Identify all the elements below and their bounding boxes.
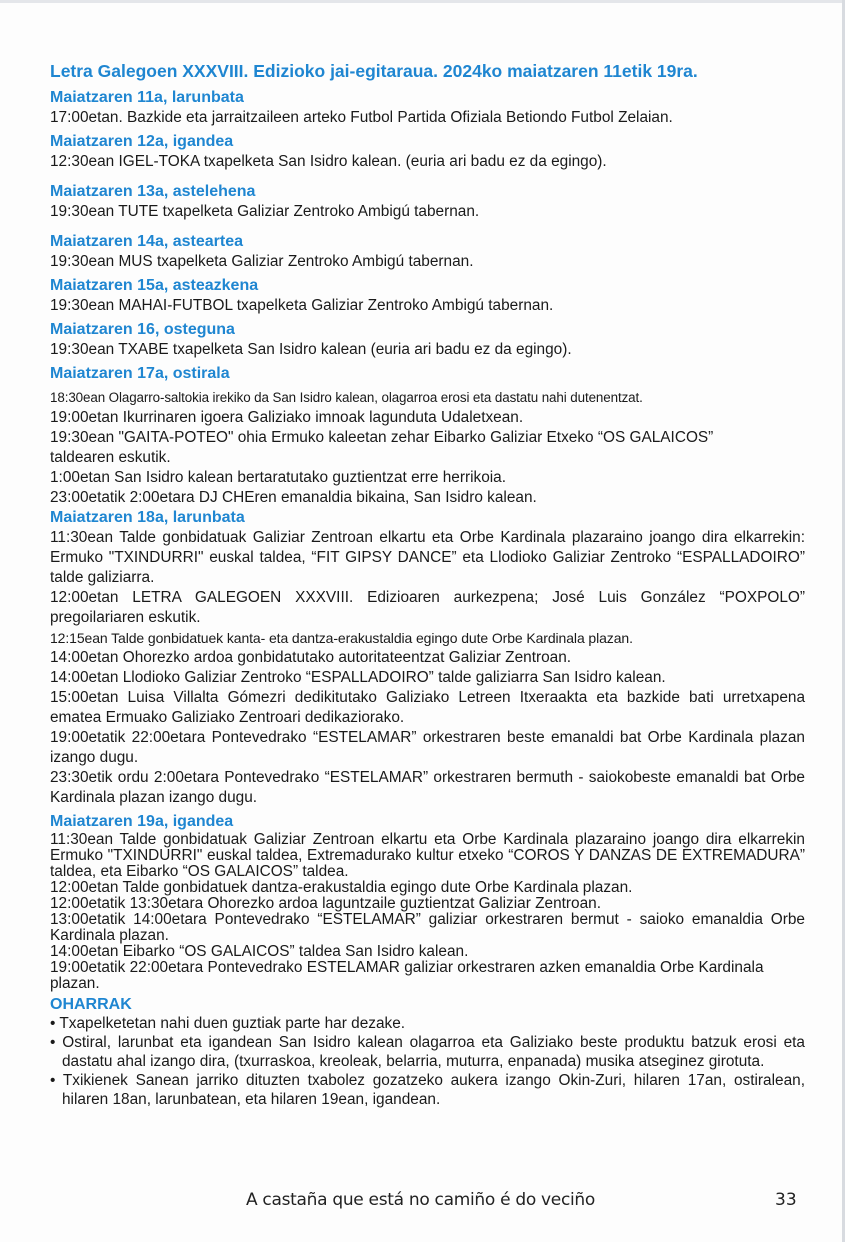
note-item: • Ostiral, larunbat eta igandean San Isidro kalean olagarroa eta Galiziako beste produktu batzuk erosi eta dastatu ahal izango dira, (txurraskoa, kreoleak, belarria, muturra, enpanada) musika atseginez girotuta.: [50, 1034, 805, 1070]
page-number: 33: [775, 1190, 797, 1210]
event-line: 13:00etatik 14:00etara Pontevedrako “ESTELAMAR” galiziar orkestraren bermut - saioko emanaldia Orbe Kardinala plazan.: [50, 911, 805, 944]
event-line: 14:00etan Eibarko “OS GALAICOS” taldea San Isidro kalean.: [50, 943, 469, 960]
event-line: 15:00etan Luisa Villalta Gómezri dedikitutako Galiziako Letreen Itxeraakta eta bazkide bati urretxapena ematea Ermuako Galiziako Zentroari dedikaziorako.: [50, 689, 805, 726]
day-heading: Maiatzaren 15a, asteazkena: [50, 277, 259, 294]
event-line: 19:30ean TXABE txapelketa San Isidro kalean (euria ari badu ez da egingo).: [50, 341, 572, 358]
event-line: 19:30ean MAHAI-FUTBOL txapelketa Galiziar Zentroko Ambigú tabernan.: [50, 297, 554, 314]
event-line: 17:00etan. Bazkide eta jarraitzaileen arteko Futbol Partida Ofiziala Betiondo Futbol Zelaian.: [50, 109, 673, 126]
event-line: 11:30ean Talde gonbidatuak Galiziar Zentroan elkartu eta Orbe Kardinala plazaraino joango dira elkarrekin Ermuko "TXINDURRI" euskal taldea, Extremadurako kultur etxeko “COROS Y DANZAS DE EXTREMADURA” taldea, eta Eibarko “OS GALAICOS” taldea.: [50, 831, 805, 880]
event-line: 19:00etan Ikurrinaren igoera Galiziako imnoak lagunduta Udaletxean.: [50, 409, 524, 426]
day-heading: Maiatzaren 13a, astelehena: [50, 183, 256, 200]
event-line: 19:00etatik 22:00etara Pontevedrako ESTELAMAR galiziar orkestraren azken emanaldia Orbe Kardinala plazan.: [50, 959, 764, 992]
event-line: 1:00etan San Isidro kalean bertaratutako guztientzat erre herrikoia.: [50, 469, 507, 486]
event-line: 19:30ean MUS txapelketa Galiziar Zentroko Ambigú tabernan.: [50, 253, 474, 270]
note-item: • Txapelketetan nahi duen guztiak parte har dezake.: [50, 1015, 406, 1032]
day-heading: Maiatzaren 12a, igandea: [50, 133, 234, 150]
event-line: 19:00etatik 22:00etara Pontevedrako “ESTELAMAR” orkestraren beste emanaldi bat Orbe Kardinala plazan izango dugu.: [50, 729, 805, 766]
day-heading: Maiatzaren 14a, asteartea: [50, 233, 243, 250]
day-heading: Maiatzaren 17a, ostirala: [50, 365, 230, 382]
event-line: 18:30ean Olagarro-saltokia irekiko da San Isidro kalean, olagarroa erosi eta dastatu nahi dutenentzat.: [50, 390, 643, 405]
event-line: 12:30ean IGEL-TOKA txapelketa San Isidro kalean. (euria ari badu ez da egingo).: [50, 153, 607, 170]
day-heading: Maiatzaren 11a, larunbata: [50, 89, 244, 106]
day-heading: Maiatzaren 19a, igandea: [50, 813, 234, 830]
page-edge-top: [0, 0, 845, 3]
day-heading: Maiatzaren 18a, larunbata: [50, 509, 245, 526]
page-footer: [0, 1190, 845, 1214]
event-line: 14:00etan Llodioko Galiziar Zentroko “ESPALLADOIRO” talde galiziarra San Isidro kalean.: [50, 669, 666, 686]
program-content: [50, 60, 805, 1109]
note-item: • Txikienek Sanean jarriko dituzten txabolez gozatzeko aukera izango Okin-Zuri, hilaren 17an, ostiralean, hilaren 18an, larunbatean, eta hilaren 19ean, igandean.: [50, 1072, 805, 1108]
event-line: 23:00etatik 2:00etara DJ CHEren emanaldia bikaina, San Isidro kalean.: [50, 489, 537, 506]
event-line: 19:30ean "GAITA-POTEO" ohia Ermuko kaleetan zehar Eibarko Galiziar Etxeko “OS GALAICOS” taldearen eskutik.: [50, 429, 714, 466]
event-line: 12:15ean Talde gonbidatuek kanta- eta dantza-erakustaldia egingo dute Orbe Kardinala plazan.: [50, 630, 633, 646]
event-line: 12:00etan LETRA GALEGOEN XXXVIII. Edizioaren aurkezpena; José Luis González “POXPOLO” pregoilariaren eskutik.: [50, 589, 805, 626]
day-heading: Maiatzaren 16, osteguna: [50, 321, 235, 338]
event-line: 12:00etatik 13:30etara Ohorezko ardoa laguntzaile guztientzat Galiziar Zentroan.: [50, 895, 601, 912]
program-title: Letra Galegoen XXXVIII. Edizioko jai-egitaraua. 2024ko maiatzaren 11etik 19ra.: [50, 61, 698, 81]
event-line: 14:00etan Ohorezko ardoa gonbidatutako autoritateentzat Galiziar Zentroan.: [50, 649, 572, 666]
event-line: 19:30ean TUTE txapelketa Galiziar Zentroko Ambigú tabernan.: [50, 203, 480, 220]
event-line: 11:30ean Talde gonbidatuak Galiziar Zentroan elkartu eta Orbe Kardinala plazaraino joango dira elkarrekin: Ermuko "TXINDURRI" euskal taldea, “FIT GIPSY DANCE” eta Llodioko Galiziar Zentroko “ESPALLADOIRO” talde galiziarra.: [50, 529, 805, 586]
footer-slogan: A castaña que está no camiño é do veciño: [246, 1190, 595, 1210]
event-line: 23:30etik ordu 2:00etara Pontevedrako “ESTELAMAR” orkestraren bermuth - saiokobeste emanaldi bat Orbe Kardinala plazan izango dugu.: [50, 769, 805, 806]
notes-heading: OHARRAK: [50, 996, 132, 1013]
event-line: 12:00etan Talde gonbidatuek dantza-erakustaldia egingo dute Orbe Kardinala plazan.: [50, 879, 633, 896]
